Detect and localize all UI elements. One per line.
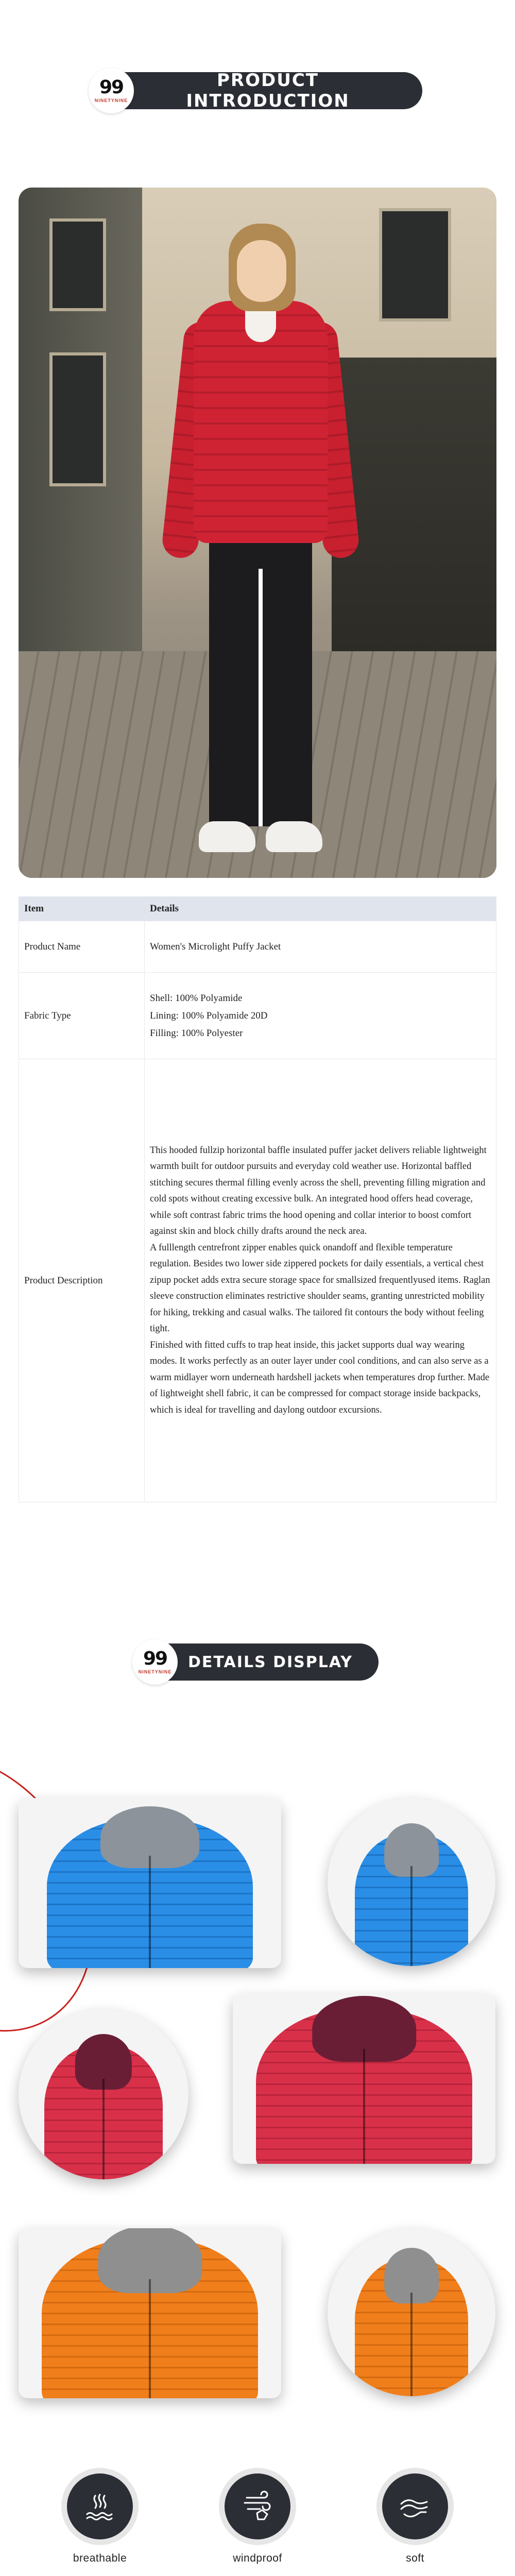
row-key: Fabric Type: [19, 973, 145, 1059]
building-window: [49, 218, 106, 311]
brand-logo: [132, 1639, 178, 1685]
row-value: Shell: 100% Polyamide Lining: 100% Polyamide 20D Filling: 100% Polyester: [145, 973, 496, 1059]
row-value: Women's Microlight Puffy Jacket: [145, 921, 496, 973]
soft-icon: [397, 2488, 433, 2524]
brand-logo-text: NINETYNINE: [138, 1669, 172, 1674]
orange-jacket-circle-photo: [328, 2228, 495, 2396]
breathable-icon: [82, 2488, 118, 2524]
building-window: [49, 352, 106, 486]
model-wearing-red-jacket: [173, 224, 348, 862]
product-spec-table: [19, 896, 496, 1502]
orange-jacket-collar-photo: [19, 2228, 281, 2398]
details-display-banner: [136, 1643, 379, 1681]
building-window: [379, 208, 451, 321]
table-row: [19, 1059, 496, 1502]
column-header-details: Details: [145, 897, 496, 921]
table-header-row: [19, 897, 496, 921]
red-jacket-circle-photo: [19, 2009, 188, 2179]
brand-logo: [89, 68, 134, 113]
brand-logo-text: NINETYNINE: [94, 98, 128, 103]
feature-soft: [358, 2468, 472, 2565]
table-row: [19, 973, 496, 1059]
hero-model-photo: [19, 188, 496, 878]
feature-windproof: [201, 2468, 314, 2565]
red-jacket-collar-photo: [233, 1994, 495, 2164]
windproof-icon: [239, 2488, 276, 2524]
brand-logo-number: 99: [143, 1648, 167, 1669]
feature-label: windproof: [233, 2552, 282, 2564]
section-title: PRODUCT INTRODUCTION: [186, 70, 350, 111]
brand-logo-number: 99: [99, 77, 124, 98]
row-key: Product Name: [19, 921, 145, 973]
feature-breathable: [43, 2468, 157, 2565]
feature-label: breathable: [73, 2552, 127, 2564]
row-value: This hooded fullzip horizontal baffle insulated puffer jacket delivers reliable lightweight warmth built for outdoor pursuits and everyday cold weather use. Horizontal baffled stitching secures thermal filling evenly across the shell, preventing filling migration and cold spots without creating excessive bulk. An integrated hood offers head coverage, while soft contrast fabric trims the hood opening and collar interior to boost comfort against skin and block chilly drafts around the neck area. A fulllength centrefront zipper enables quick onandoff and flexible temperature regulation. Besides two lower side zippered pockets for daily essentials, a vertical chest zipup pocket adds extra secure storage space for smallsized frequentlyused items. Raglan sleeve construction eliminates restrictive shoulder seams, granting unrestricted mobility for hiking, trekking and casual walks. The tailored fit contours the body without feeling tight. Finished with fitted cuffs to trap heat inside, this jacket supports dual way wearing modes. It works perfectly as an outer layer under cool conditions, and can also serve as a warm midlayer worn underneath hardshell jackets when temperatures drop further. Made of lightweight shell fabric, it can be compressed for compact storage inside backpacks, which is ideal for travelling and daylong outdoor excursions.: [145, 1059, 496, 1502]
feature-label: soft: [406, 2552, 424, 2564]
row-key: Product Description: [19, 1059, 145, 1502]
product-introduction-banner: [93, 72, 422, 109]
blue-jacket-circle-photo: [328, 1798, 495, 1966]
column-header-item: Item: [19, 897, 145, 921]
section-title: DETAILS DISPLAY: [188, 1653, 353, 1671]
blue-jacket-front-photo: [19, 1798, 281, 1968]
table-row: [19, 921, 496, 973]
